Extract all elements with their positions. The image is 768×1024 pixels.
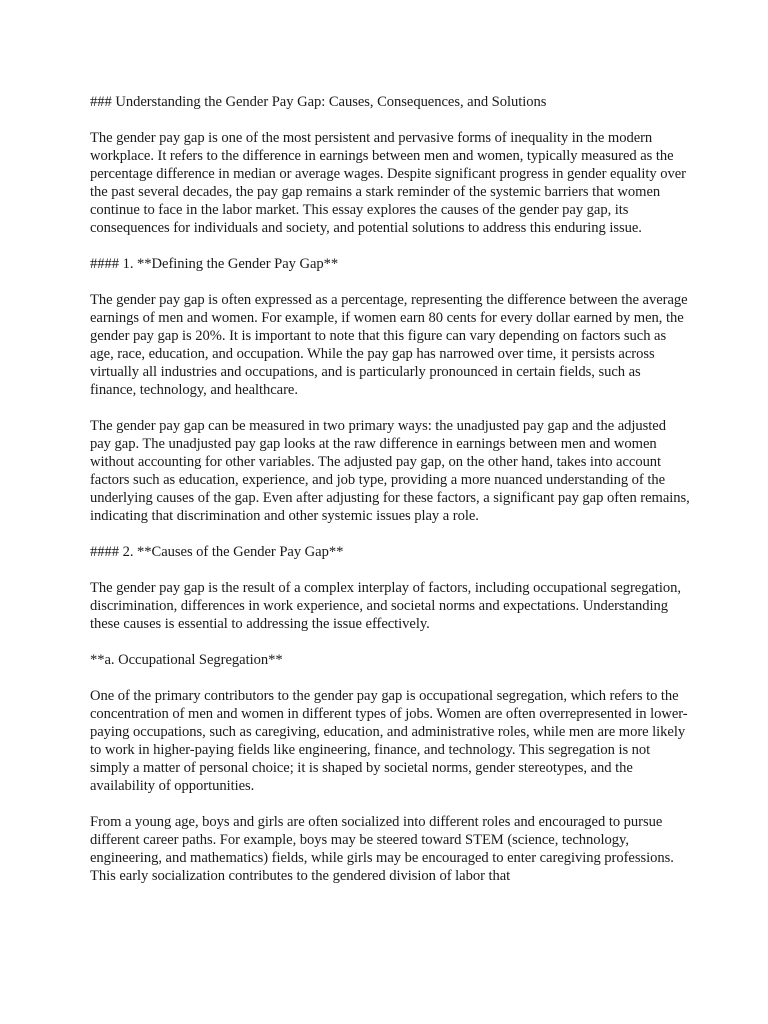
subsection-a-heading: **a. Occupational Segregation** [90, 652, 283, 668]
intro-paragraph: The gender pay gap is one of the most persistent and pervasive forms of inequality in the modern workplace. It refers to the difference in earnings between men and women, typically measured as the percentage difference in median or average wages. Despite significant progress in gender equality over the past several decades, the pay gap remains a stark reminder of the systemic barriers that women continue to face in the labor market. This essay explores the causes of the gender pay gap, its consequences for individuals and society, and potential solutions to address this enduring issue. [90, 130, 686, 236]
section-2-paragraph-1: The gender pay gap is the result of a complex interplay of factors, including occupational segregation, discrimination, differences in work experience, and societal norms and expectations. Understanding these causes is essential to addressing the issue effectively. [90, 580, 681, 632]
document-page [90, 93, 690, 903]
subsection-a-paragraph-2: From a young age, boys and girls are often socialized into different roles and encouraged to pursue different career paths. For example, boys may be steered toward STEM (science, technology, engineering, and mathematics) fields, while girls may be encouraged to enter caregiving professions. This early socialization contributes to the gendered division of labor that [90, 814, 674, 884]
section-1-paragraph-2: The gender pay gap can be measured in two primary ways: the unadjusted pay gap and the adjusted pay gap. The unadjusted pay gap looks at the raw difference in earnings between men and women without accounting for other variables. The adjusted pay gap, on the other hand, takes into account factors such as education, experience, and job type, providing a more nuanced understanding of the underlying causes of the gap. Even after adjusting for these factors, a significant pay gap often remains, indicating that discrimination and other systemic issues play a role. [90, 418, 690, 524]
document-title: ### Understanding the Gender Pay Gap: Causes, Consequences, and Solutions [90, 94, 547, 110]
subsection-a-paragraph-1: One of the primary contributors to the gender pay gap is occupational segregation, which refers to the concentration of men and women in different types of jobs. Women are often overrepresented in lower-paying occupations, such as caregiving, education, and administrative roles, while men are more likely to work in higher-paying fields like engineering, finance, and technology. This segregation is not simply a matter of personal choice; it is shaped by societal norms, gender stereotypes, and the availability of opportunities. [90, 688, 688, 794]
section-1-paragraph-1: The gender pay gap is often expressed as a percentage, representing the difference between the average earnings of men and women. For example, if women earn 80 cents for every dollar earned by men, the gender pay gap is 20%. It is important to note that this figure can vary depending on factors such as age, race, education, and occupation. While the pay gap has narrowed over time, it persists across virtually all industries and occupations, and is particularly pronounced in certain fields, such as finance, technology, and healthcare. [90, 292, 688, 398]
section-2-heading: #### 2. **Causes of the Gender Pay Gap** [90, 544, 344, 560]
section-1-heading: #### 1. **Defining the Gender Pay Gap** [90, 256, 339, 272]
